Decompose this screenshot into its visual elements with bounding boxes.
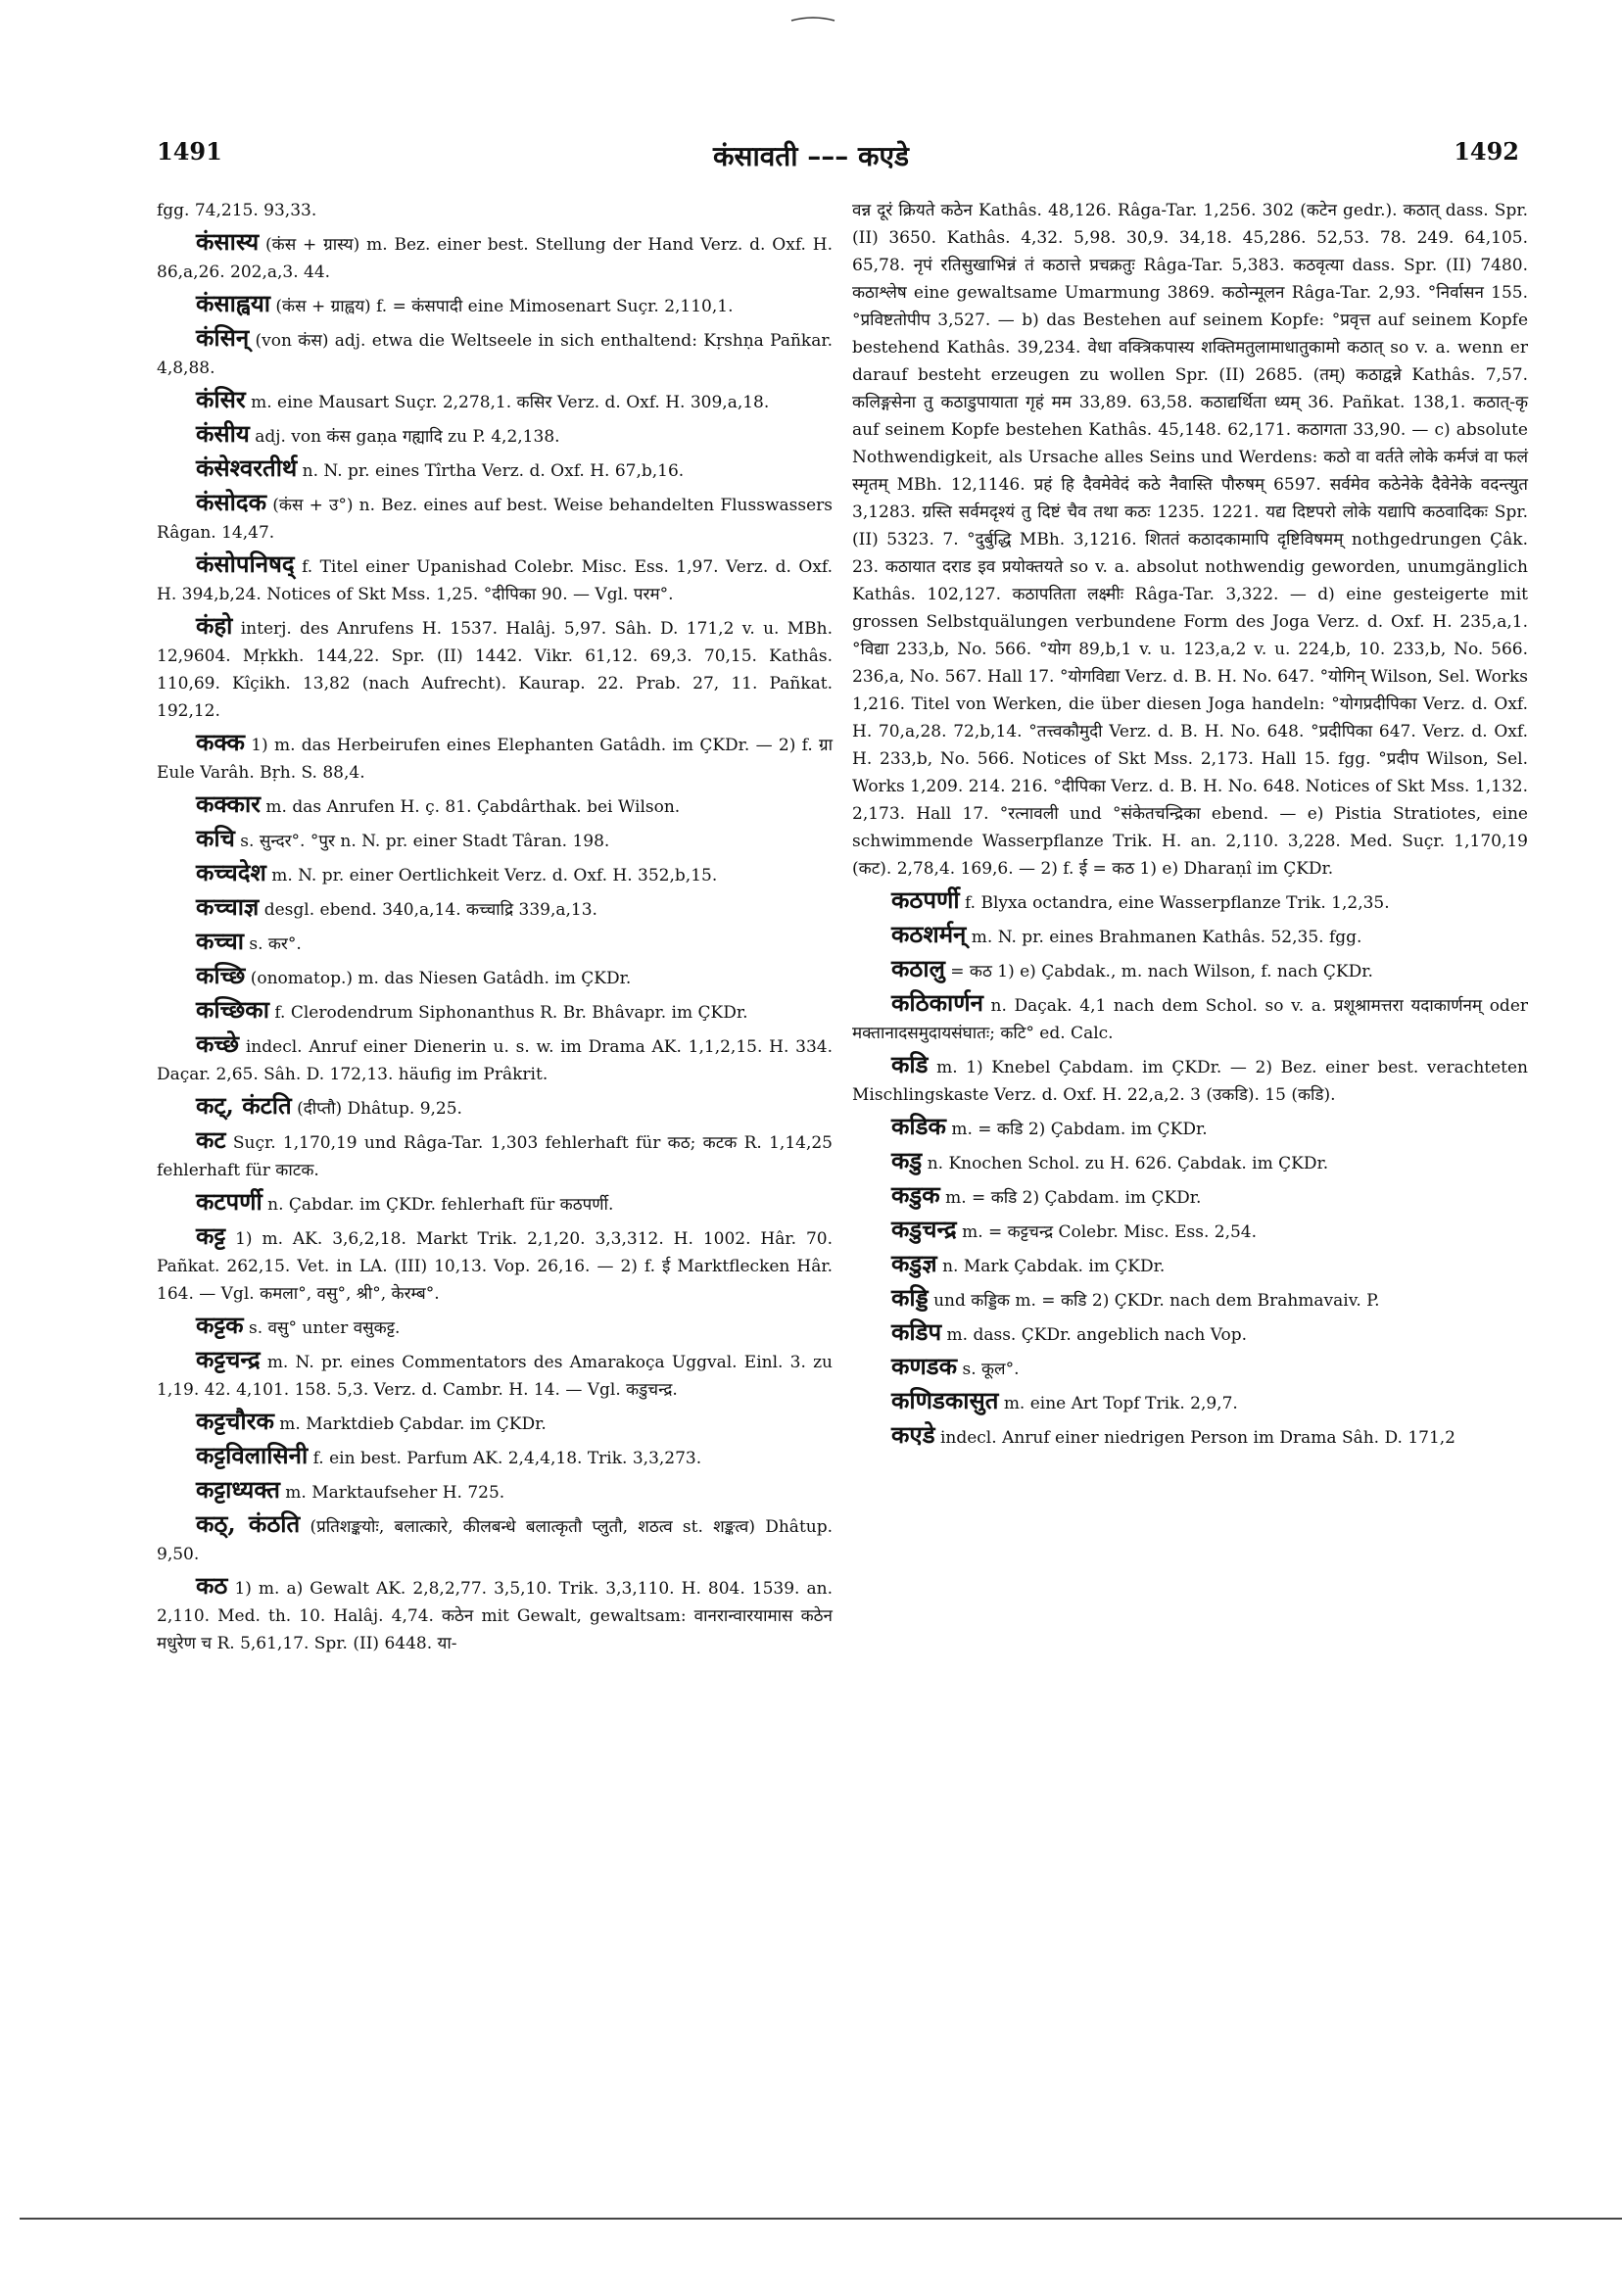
- entry-lemma: कंसिन्: [196, 323, 250, 352]
- entry-text: n. Daçak. 4,1 nach dem Schol. so v. a. प्रशूश्रामत्तरा यदाकार्णनम् oder मक्तानादसमुदायसंघातः; कटि° ed. Calc.: [852, 996, 1529, 1043]
- entry-lemma: कंसोपनिषद्: [196, 550, 295, 578]
- dictionary-entry: [157, 420, 833, 451]
- dictionary-entry: [157, 962, 833, 992]
- dictionary-entry: [157, 1188, 833, 1219]
- entry-text: m. eine Mausart Suçr. 2,278,1. कसिर Verz. d. Oxf. H. 309,a,18.: [251, 393, 770, 412]
- dictionary-entry: [852, 921, 1528, 951]
- entry-text: Suçr. 1,170,19 und Râga-Tar. 1,303 fehlerhaft für कठ; कटक R. 1,14,25 fehlerhaft für काटक.: [157, 1133, 834, 1180]
- dictionary-entry: [157, 859, 833, 889]
- dictionary-entry: [852, 1421, 1528, 1452]
- entry-text: m. = कडि 2) Çabdam. im ÇKDr.: [951, 1120, 1208, 1139]
- entry-text: und कड्डिक m. = कडि 2) ÇKDr. nach dem Brahmavaiv. P.: [933, 1291, 1380, 1311]
- entry-text: n. Knochen Schol. zu H. 626. Çabdak. im ÇKDr.: [927, 1154, 1329, 1173]
- dictionary-entry: [157, 1126, 833, 1184]
- entry-lemma: कंसास्य: [196, 227, 260, 256]
- entry-text: adj. von कंस gaṇa गह्यादि zu P. 4,2,138.: [255, 427, 560, 447]
- entry-lemma: कट्टचौरक: [196, 1407, 274, 1435]
- entry-text: s. वसु° unter वसुकट्ट.: [249, 1318, 401, 1338]
- dictionary-entry: [157, 1442, 833, 1472]
- entry-text: (कंस + उ°) n. Bez. eines auf best. Weise behandelten Flusswassers Râgan. 14,47.: [157, 496, 833, 543]
- entry-text: m. Marktdieb Çabdar. im ÇKDr.: [279, 1414, 547, 1434]
- entry-lemma: कडिक: [891, 1112, 946, 1140]
- entry-text: m. das Anrufen H. ç. 81. Çabdârthak. bei Wilson.: [265, 797, 681, 817]
- dictionary-entry: [157, 1312, 833, 1342]
- dictionary-entry: [157, 454, 833, 485]
- dictionary-entry: [157, 194, 833, 224]
- dictionary-entry: [852, 1387, 1528, 1417]
- entry-text: s. कूल°.: [962, 1360, 1020, 1379]
- entry-lemma: कक्क: [196, 728, 245, 756]
- dictionary-entry: [157, 1510, 833, 1568]
- entry-lemma: कटपर्णी: [196, 1187, 262, 1216]
- entry-lemma: कंसेश्वरतीर्थ: [196, 454, 298, 482]
- dictionary-entry: [852, 1051, 1528, 1109]
- entry-lemma: कट्टविलासिनी: [196, 1441, 309, 1469]
- dictionary-entry: [852, 1216, 1528, 1246]
- entry-text: indecl. Anruf einer niedrigen Person im Drama Sâh. D. 171,2: [939, 1428, 1455, 1448]
- dictionary-entry: [157, 290, 833, 320]
- entry-text: (कंस + ग्राह्वय) f. = कंसपादी eine Mimosenart Suçr. 2,110,1.: [275, 297, 734, 316]
- entry-lemma: कंहो: [196, 611, 233, 640]
- entry-lemma: कडि: [891, 1050, 929, 1078]
- entry-text: s. सुन्दर°. °पुर n. N. pr. einer Stadt Târan. 198.: [240, 832, 610, 851]
- dictionary-entry: [157, 550, 833, 608]
- entry-text: f. Clerodendrum Siphonanthus R. Br. Bhâvapr. im ÇKDr.: [274, 1003, 748, 1023]
- dictionary-entry: [157, 1092, 833, 1123]
- dictionary-entry: [852, 1353, 1528, 1383]
- entry-lemma: कच्चा: [196, 927, 244, 955]
- dictionary-entry: [852, 1250, 1528, 1280]
- dictionary-entry: [157, 324, 833, 382]
- dictionary-entry: [852, 1113, 1528, 1143]
- entry-lemma: कट: [196, 1125, 226, 1154]
- entry-text: (onomatop.) m. das Niesen Gatâdh. im ÇKDr.: [250, 969, 632, 988]
- dictionary-entry: [157, 612, 833, 725]
- entry-lemma: कट्टचन्द्र: [196, 1345, 261, 1373]
- dictionary-entry: [157, 1572, 833, 1657]
- entry-lemma: कचि: [196, 824, 235, 852]
- right-page-number: 1492: [1454, 137, 1519, 166]
- dictionary-entry: [157, 386, 833, 416]
- entry-lemma: कट्टाध्यक्त: [196, 1475, 280, 1504]
- entry-lemma: कडु: [891, 1146, 923, 1174]
- entry-lemma: कठशर्मन्: [891, 920, 967, 948]
- dictionary-entry: [157, 489, 833, 547]
- left-page-number: 1491: [157, 137, 222, 166]
- entry-text: n. Çabdar. im ÇKDr. fehlerhaft für कठपर्णी.: [267, 1195, 614, 1215]
- dictionary-entry: [852, 1147, 1528, 1177]
- entry-lemma: कंसाह्वया: [196, 289, 270, 317]
- dictionary-entry: [852, 1181, 1528, 1212]
- dictionary-entry: [852, 194, 1528, 883]
- top-ornament: [789, 14, 836, 24]
- entry-lemma: कडुक: [891, 1180, 940, 1209]
- entry-text: 1) m. a) Gewalt AK. 2,8,2,77. 3,5,10. Trik. 3,3,110. H. 804. 1539. an. 2,110. Med. th. 10. Halâj. 4,74. कठेन mit Gewalt, gewaltsam: वानरान्वारयामास कठेन मधुरेण च R. 5,61,17. Spr. (II) 6448. या-: [157, 1579, 833, 1653]
- dictionary-entry: [157, 825, 833, 855]
- dictionary-entry: [157, 1222, 833, 1308]
- dictionary-entry: [157, 893, 833, 924]
- entry-text: f. ein best. Parfum AK. 2,4,4,18. Trik. 3,3,273.: [312, 1449, 702, 1468]
- entry-text: f. Titel einer Upanishad Colebr. Misc. Ess. 1,97. Verz. d. Oxf. H. 394,b,24. Notices of Skt Mss. 1,25. °दीपिका 90. — Vgl. परम°.: [157, 557, 833, 604]
- entry-lemma: कक्कार: [196, 789, 261, 818]
- dictionary-entry: [852, 1318, 1528, 1349]
- entry-text: 1) m. AK. 3,6,2,18. Markt Trik. 2,1,20. 3,3,312. H. 1002. Hâr. 70. Pañkat. 262,15. Vet. in LA. (III) 10,13. Vop. 26,16. — 2) f. ई Marktflecken Hâr. 164. — Vgl. कमला°, वसु°, श्री°, केरम्ब°.: [157, 1229, 833, 1304]
- entry-lemma: कडुचन्द्र: [891, 1215, 957, 1243]
- dictionary-entry: [157, 996, 833, 1027]
- entry-lemma: कंसिर: [196, 385, 246, 413]
- entry-text: (कंस + ग्रास्य) m. Bez. einer best. Stellung der Hand Verz. d. Oxf. H. 86,a,26. 202,a,3. 44.: [157, 235, 833, 282]
- left-column: [157, 194, 833, 1661]
- entry-lemma: कच्चदेश: [196, 858, 266, 886]
- bottom-rule: [20, 2218, 1622, 2220]
- entry-text: interj. des Anrufens H. 1537. Halâj. 5,97. Sâh. D. 171,2 v. u. MBh. 12,9604. Mṛkkh. 144,22. Spr. (II) 1442. Vikr. 61,12. 69,3. 70,15. Kathâs. 110,69. Kîçikh. 13,82 (nach Aufrecht). Kaurap. 22. Prab. 27, 11. Pañkat. 192,12.: [157, 619, 834, 721]
- dictionary-entry: [157, 1408, 833, 1438]
- entry-lemma: कणिडकासुत: [891, 1386, 999, 1414]
- entry-text: s. कर°.: [249, 934, 302, 954]
- dictionary-entry: [157, 1030, 833, 1088]
- entry-lemma: कंसोदक: [196, 488, 267, 516]
- entry-lemma: कड्डि: [891, 1283, 929, 1312]
- entry-text: m. dass. ÇKDr. angeblich nach Vop.: [946, 1325, 1247, 1345]
- entry-lemma: कंसीय: [196, 419, 250, 448]
- entry-text: f. Blyxa octandra, eine Wasserpflanze Trik. 1,2,35.: [964, 893, 1390, 913]
- entry-text: n. Mark Çabdak. im ÇKDr.: [942, 1257, 1166, 1276]
- dictionary-entry: [157, 729, 833, 787]
- entry-lemma: कडिप: [891, 1317, 942, 1346]
- entry-text: m. eine Art Topf Trik. 2,9,7.: [1003, 1394, 1238, 1413]
- entry-text: 1) m. das Herbeirufen eines Elephanten Gatâdh. im ÇKDr. — 2) f. ग्रा Eule Varâh. Bṛh. S. 88,4.: [157, 736, 833, 783]
- dictionary-entry: [157, 1476, 833, 1507]
- dictionary-entry: [157, 1346, 833, 1404]
- entry-lemma: कच्छे: [196, 1029, 240, 1058]
- entry-lemma: कट्, कंटति: [196, 1091, 292, 1120]
- page-header: [0, 137, 1622, 176]
- entry-text: (प्रतिशङ्कयोः, बलात्कारे, कीलबन्धे बलात्कृतौ प्लुतौ, शठत्व st. शङ्कत्व) Dhâtup. 9,50.: [157, 1517, 834, 1564]
- entry-text: m. N. pr. eines Brahmanen Kathâs. 52,35. fgg.: [971, 928, 1362, 947]
- entry-text: fgg. 74,215. 93,33.: [157, 201, 317, 220]
- entry-text: (दीप्तौ) Dhâtup. 9,25.: [297, 1099, 462, 1119]
- entry-lemma: कठपर्णी: [891, 885, 960, 914]
- entry-lemma: कठ: [196, 1571, 228, 1600]
- entry-lemma: कच्चाज्ञ: [196, 892, 260, 921]
- entry-lemma: कठ्, कंठति: [196, 1509, 301, 1538]
- entry-text: m. = कडि 2) Çabdam. im ÇKDr.: [945, 1188, 1202, 1208]
- entry-text: n. N. pr. eines Tîrtha Verz. d. Oxf. H. 67,b,16.: [302, 461, 685, 481]
- entry-lemma: कठिकार्णन: [891, 988, 983, 1017]
- dictionary-entry: [852, 886, 1528, 917]
- entry-lemma: कणडक: [891, 1352, 958, 1380]
- entry-text: वन्न दूरं क्रियते कठेन Kathâs. 48,126. Râga-Tar. 1,256. 302 (कटेन gedr.). कठात् dass. Spr. (II) 3650. Kathâs. 4,32. 5,98. 30,9. 34,18. 45,286. 52,53. 78. 249. 64,105. 65,78. नृपं रतिसुखाभिन्नं तं कठात्ते प्रचक्रतुः Râga-Tar. 5,383. कठवृत्या dass. Spr. (II) 7480. कठाश्लेष eine gewaltsame Umarmung 3869. कठोन्मूलन Râga-Tar. 2,93. °निर्वासन 155. °प्रविष्टतोपीप 3,527. — b) das Bestehen auf seinem Kopfe: °प्रवृत्त auf seinem Kopfe bestehend Kathâs. 39,234. वेधा वक्त्रिकपास्य शक्तिमतुलामाधातुकामो कठात् so v. a. wenn er darauf besteht erzeugen zu wollen Spr. (II) 2685. (तम्) कठाद्वन्ने Kathâs. 7,57. कलिङ्गसेना तु कठाडुपायाता गृहं मम 33,89. 63,58. कठाद्यर्थिता ध्यम् 36. Pañkat. 138,1. कठात्-कृ auf seinem Kopfe bestehen Kathâs. 45,148. 62,171. कठागता 33,90. — c) absolute Nothwendigkeit, als Ursache alles Seins und Werdens: कठो वा वर्तते लोके कर्मजं वा फलं स्मृतम् MBh. 12,1146. प्रहं हि दैवमेवेदं कठे नैवास्ति पौरुषम् 6597. सर्वमेव कठेनेके दैवेनेके वदन्त्युत 3,1283. ग्रस्ति सर्वमदृश्यं तु दिष्टं चैव तथा कठः 1235. 1221. यद्य दिष्टपरो लोके यद्यापि कठवादिकः Spr. (II) 5323. 7. °दुर्बुद्धि MBh. 3,1216. शिततं कठादकामापि दृष्टिविषमम् nothgedrungen Çâk. 23. कठायात दराड इव प्रयोक्तयते so v. a. absolut nothwendig geworden, unumgänglich Kathâs. 102,127. कठापतिता लक्ष्मीः Râga-Tar. 3,322. — d) eine gesteigerte mit grossen Selbstquälungen verbundene Form des Joga Verz. d. Oxf. H. 235,a,1. °विद्या 233,b, No. 566. °योग 89,b,1 v. u. 123,a,2 v. u. 224,b, 10. 233,b, No. 566. 236,a, No. 567. Hall 17. °योगविद्या Verz. d. B. H. No. 647. °योगिन् Wilson, Sel. Works 1,216. Titel von Werken, die über diesen Joga handeln: °योगप्रदीपिका Verz. d. Oxf. H. 70,a,28. 72,b,14. °तत्त्वकौमुदी Verz. d. B. H. No. 648. °प्रदीपिका 647. Verz. d. Oxf. H. 233,b, No. 566. Notices of Skt Mss. 2,173. Hall 15. fgg. °प्रदीप Wilson, Sel. Works 1,209. 214. 216. °दीपिका Verz. d. B. H. No. 648. Notices of Skt Mss. 1,132. 2,173. Hall 17. °रत्नावली und °संकेतचन्द्रिका ebend. — e) Pistia Stratiotes, eine schwimmende Wasserpflanze Trik. H. an. 2,110. 3,228. Med. Suçr. 1,170,19 (कट). 2,78,4. 169,6. — 2) f. ई = कठ 1) e) Dharaṇî im ÇKDr.: [852, 201, 1528, 879]
- entry-text: m. Marktaufseher H. 725.: [285, 1483, 505, 1503]
- dictionary-entry: [852, 955, 1528, 985]
- entry-text: (von कंस) adj. etwa die Weltseele in sich enthaltend: Kṛshṇa Pañkar. 4,8,88.: [157, 331, 833, 378]
- dictionary-entry: [157, 790, 833, 821]
- entry-lemma: कडुज्ञ: [891, 1249, 937, 1277]
- entry-lemma: कट्टक: [196, 1311, 244, 1339]
- entry-lemma: कच्छि: [196, 961, 246, 989]
- entry-lemma: कएडे: [891, 1420, 935, 1449]
- entry-text: m. 1) Knebel Çabdam. im ÇKDr. — 2) Bez. einer best. verachteten Mischlingskaste Verz. d. Oxf. H. 22,a,2. 3 (उकडि). 15 (कडि).: [852, 1058, 1528, 1105]
- right-column: [852, 194, 1528, 1456]
- entry-text: desgl. ebend. 340,a,14. कच्चाद्रि 339,a,13.: [263, 900, 597, 920]
- entry-text: m. N. pr. eines Commentators des Amarakoça Uggval. Einl. 3. zu 1,19. 42. 4,101. 158. 5,3. Verz. d. Cambr. H. 14. — Vgl. कडुचन्द्र.: [157, 1353, 833, 1400]
- entry-lemma: कठालु: [891, 954, 945, 982]
- dictionary-entry: [852, 989, 1528, 1047]
- entry-text: = कठ 1) e) Çabdak., m. nach Wilson, f. nach ÇKDr.: [950, 962, 1373, 981]
- entry-lemma: कच्छिका: [196, 995, 269, 1024]
- entry-lemma: कट्ट: [196, 1221, 226, 1250]
- dictionary-entry: [157, 228, 833, 286]
- dictionary-entry: [157, 928, 833, 958]
- entry-text: indecl. Anruf einer Dienerin u. s. w. im Drama AK. 1,1,2,15. H. 334. Daçar. 2,65. Sâh. D. 172,13. häufig im Prâkrit.: [157, 1037, 833, 1084]
- dictionary-entry: [852, 1284, 1528, 1315]
- entry-text: m. = कट्टचन्द्र Colebr. Misc. Ess. 2,54.: [962, 1222, 1258, 1242]
- entry-text: m. N. pr. einer Oertlichkeit Verz. d. Oxf. H. 352,b,15.: [271, 866, 718, 885]
- running-headword: कंसावती ––– कएडे: [713, 140, 909, 172]
